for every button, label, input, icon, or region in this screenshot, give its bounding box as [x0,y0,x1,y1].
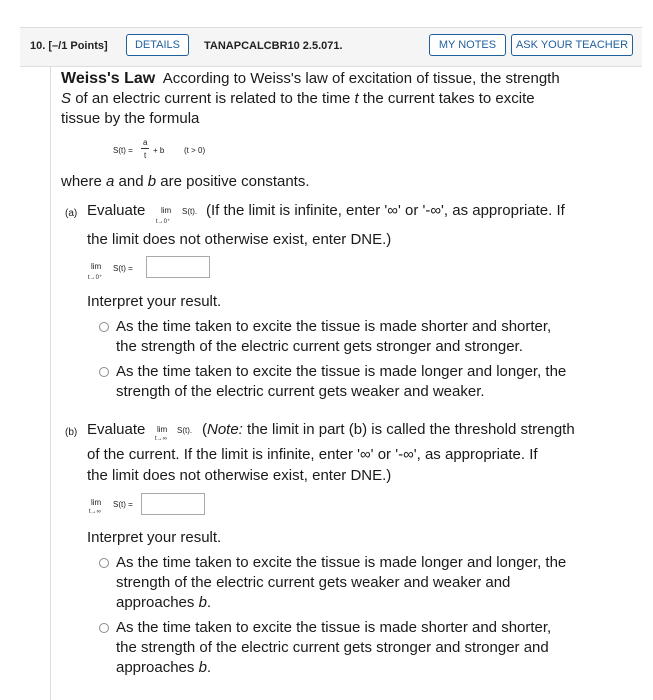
part-a-instruction-2: the limit does not otherwise exist, enter DNE.) [87,231,392,248]
part-a-option-1-line-2: the strength of the electric current gets stronger and stronger. [116,338,523,355]
part-a-option-2-radio[interactable] [99,367,109,377]
part-b-option-1-line-2: strength of the electric current gets weaker and weaker and [116,574,511,591]
part-b-evaluate: Evaluate [87,421,146,438]
question-content: Weiss's Law According to Weiss's law of excitation of tissue, the strength S of an electric current is related to the time t the current takes to excite tissue by the formula S(t) = a t + b (t > 0) where a and b are positive constants. (a) Evaluate lim t→0⁺ S(t). (If the limit is infinite, enter '∞' or '-∞', as appropriate. If the limit does not otherwise exist, enter DNE.) lim t→0⁺ S(t) = Interpret your result. As the time taken to excite the tissue is made shorter and shorter, the strength of the electric current gets stronger and stronger. As the time taken to excite the tissue is made longer and longer, the strength of the electric current gets weaker and weaker. (b) Evaluate lim t→∞ S(t). (Note: the limit in part (b) is called the threshold strength of the current. If the limit is infinite, enter '∞' or '-∞', as appropriate. If the limit does not otherwise exist, enter DNE.) lim t→∞ S(t) = Interpret your result. As the time taken to excite the tissue is made longer and longer, the strength of the electric current gets weaker and weaker and approaches b. As the time taken to excite the tissue is made shorter and shorter, the strength of the electric current gets stronger and stronger and approaches b. [50,66,643,700]
question-header [20,27,642,67]
part-a-option-1-line-1: As the time taken to excite the tissue is made shorter and shorter, [116,318,552,335]
part-b-option-1-radio[interactable] [99,558,109,568]
ask-teacher-button[interactable]: ASK YOUR TEACHER [511,34,633,56]
my-notes-button[interactable]: MY NOTES [429,34,506,56]
part-b-lim: lim [157,425,168,434]
part-b-answer-sub: t→∞ [89,509,101,515]
part-a-lim-expr: S(t). [182,207,198,216]
intro-line-1: Weiss's Law According to Weiss's law of excitation of tissue, the strength [61,70,560,87]
part-a-answer-lim: lim [91,262,102,271]
part-b-lim-sub: t→∞ [155,436,167,442]
problem-code: TANAPCALCBR10 2.5.071. [204,40,343,52]
part-b-interpret: Interpret your result. [87,529,222,546]
part-b-option-2-radio[interactable] [99,623,109,633]
part-a-instruction-1: (If the limit is infinite, enter '∞' or '-∞', as appropriate. If [206,202,565,219]
constants-line: where a and b are positive constants. [61,173,310,190]
part-b-instruction-1: (Note: the limit in part (b) is called the threshold strength [202,421,575,438]
part-a-evaluate: Evaluate [87,202,146,219]
part-a-interpret: Interpret your result. [87,293,222,310]
part-b-instruction-2: of the current. If the limit is infinite, enter '∞' or '-∞', as appropriate. If [87,446,538,463]
part-a-label: (a) [65,208,78,219]
part-a-lim: lim [161,206,172,215]
part-b-option-2-line-3: approaches b. [116,659,212,676]
part-a-answer-sub: t→0⁺ [88,275,103,281]
part-b-instruction-3: the limit does not otherwise exist, enter DNE.) [87,467,392,484]
question-number: 10. [–/1 Points] [30,40,108,52]
part-b-option-1-line-3: approaches b. [116,594,212,611]
intro-line-2: S of an electric current is related to the time t the current takes to excite [61,90,535,107]
part-a-option-2-line-1: As the time taken to excite the tissue is made longer and longer, the [116,363,567,380]
part-a-option-1-radio[interactable] [99,322,109,332]
part-b-answer-input[interactable] [141,493,205,515]
part-b-label: (b) [65,427,78,438]
part-b-lim-expr: S(t). [177,426,193,435]
details-button[interactable]: DETAILS [126,34,189,56]
part-a-option-2-line-2: strength of the electric current gets weaker and weaker. [116,383,485,400]
part-a-answer-expr: S(t) = [113,264,133,273]
part-a-lim-sub: t→0⁺ [156,219,171,225]
part-b-option-2-line-1: As the time taken to excite the tissue is made shorter and shorter, [116,619,552,636]
problem-title: Weiss's Law [61,70,156,87]
part-b-option-1-line-1: As the time taken to excite the tissue is made longer and longer, the [116,554,567,571]
intro-line-3: tissue by the formula [61,110,200,127]
part-b-answer-expr: S(t) = [113,500,133,509]
part-a-answer-input[interactable] [146,256,210,278]
part-b-answer-lim: lim [91,498,102,507]
part-b-option-2-line-2: the strength of the electric current gets stronger and stronger and [116,639,549,656]
